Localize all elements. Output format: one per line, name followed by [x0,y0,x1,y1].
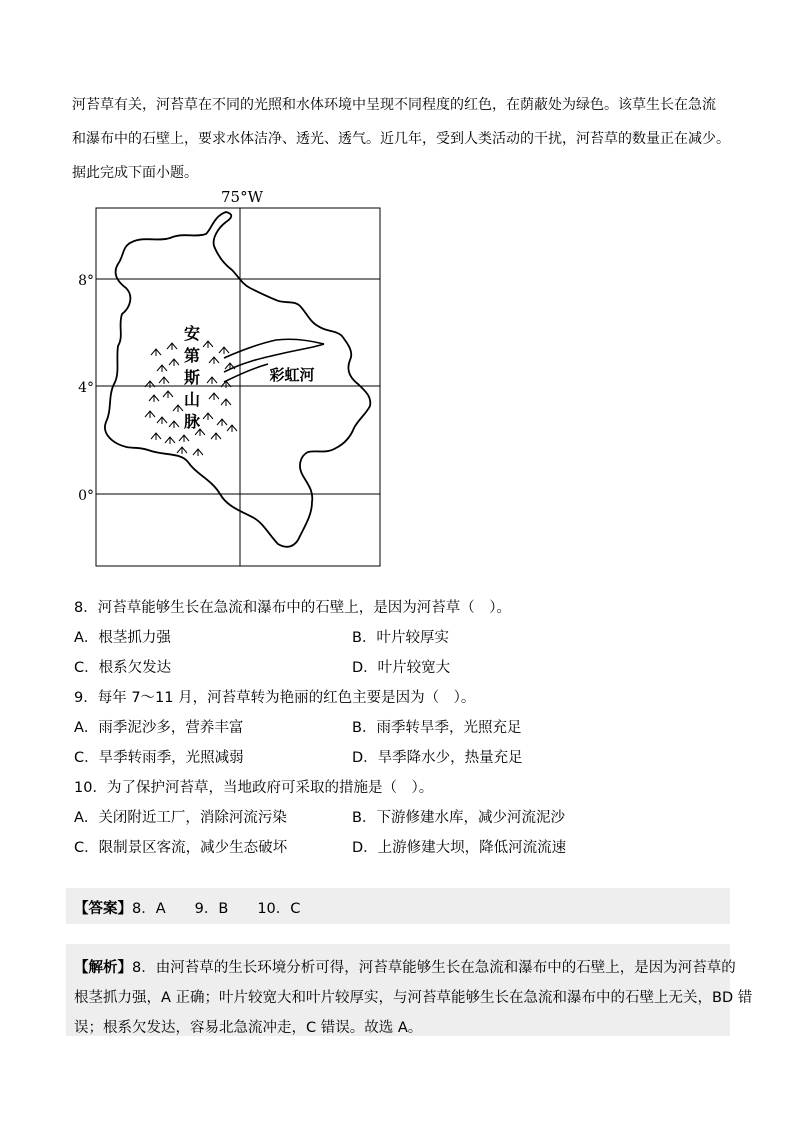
lat-label: 0° [78,488,94,504]
analysis-line [74,956,736,977]
mountain-symbol [151,433,161,440]
mountain-symbol [145,381,155,388]
question-10-stem: 10．为了保护河苔草，当地政府可采取的措施是（ ）。 [74,780,434,796]
q10-option-a: A．关闭附近工厂，消除河流污染 [74,810,287,826]
q8-option-a: A．根茎抓力强 [74,630,171,646]
analysis-label: 【解析】 [74,960,132,976]
mountain-symbol [209,357,219,364]
analysis-line: 根茎抓力强，A 正确；叶片较宽大和叶片较厚实，与河苔草能够生长在急流和瀑布中的石壁上无关，BD 错 [74,990,753,1006]
answer-label: 【答案】 [74,901,132,917]
mountain-symbol [225,363,235,370]
mountain-symbol [177,447,187,454]
q10-option-b: B．下游修建水库，减少河流泥沙 [352,810,565,826]
intro-line: 据此完成下面小题。 [72,165,198,181]
river-label: 彩虹河 [269,366,315,384]
mountain-symbol [157,417,167,424]
q8-option-b: B．叶片较厚实 [352,630,449,646]
mountain-symbol [209,393,219,400]
intro-line: 河苔草有关，河苔草在不同的光照和水体环境中呈现不同程度的红色，在荫蔽处为绿色。该草生长在急流 [72,97,716,113]
mountain-label-char: 脉 [183,412,201,431]
answer-line [74,897,300,918]
q8-option-c: C．根系欠发达 [74,660,172,676]
mountain-symbol [211,433,221,440]
mountain-symbol [169,359,179,366]
intro-line: 和瀑布中的石壁上，要求水体洁净、透光、透气。近几年，受到人类活动的干扰，河苔草的数量正在减少。 [72,131,730,147]
mountain-symbol [203,341,213,348]
q9-option-c: C．旱季转雨季，光照减弱 [74,750,244,766]
country-outline [105,212,370,547]
mountain-symbol [221,399,231,406]
mountain-label [184,324,201,431]
mountain-symbol [179,435,189,442]
colombia-map [74,184,394,574]
mountain-symbol [165,437,175,444]
mountain-symbol [203,413,213,420]
meridian-label: 75°W [220,188,264,206]
mountain-symbol [151,349,161,356]
mountain-symbol [149,395,159,402]
q9-option-a: A．雨季泥沙多，营养丰富 [74,720,244,736]
q8-option-d: D．叶片较宽大 [352,660,451,676]
mountain-label-char: 山 [183,390,201,409]
mountain-symbol [169,421,179,428]
q9-option-d: D．旱季降水少，热量充足 [352,750,523,766]
mountain-symbol [145,411,155,418]
q10-option-c: C．限制景区客流，减少生态破坏 [74,840,288,856]
mountain-label-char: 安 [183,324,201,343]
mountain-symbol [173,405,183,412]
q9-option-b: B．雨季转旱季，光照充足 [352,720,522,736]
answer-text: 8．A 9．B 10．C [132,901,301,917]
lat-label: 8° [78,273,94,289]
mountain-symbol [159,377,169,384]
analysis-line: 误；根系欠发达，容易北急流冲走，C 错误。故选 A。 [74,1020,423,1036]
mountain-symbol [227,425,237,432]
mountain-symbol [221,381,231,388]
lat-label: 4° [78,380,94,396]
mountain-symbol [217,419,227,426]
mountain-symbol [219,347,229,354]
mountain-symbol [163,391,173,398]
mountain-symbol [193,449,203,456]
analysis-text: 8．由河苔草的生长环境分析可得，河苔草能够生长在急流和瀑布中的石壁上，是因为河苔草的 [132,960,736,976]
question-8-stem: 8．河苔草能够生长在急流和瀑布中的石壁上，是因为河苔草（ ）。 [74,600,511,616]
q10-option-d: D．上游修建大坝，降低河流流速 [352,840,567,856]
mountain-symbol [157,365,167,372]
question-9-stem: 9．每年 7～11 月，河苔草转为艳丽的红色主要是因为（ ）。 [74,690,476,706]
map-frame [96,208,380,566]
mountain-symbol [207,377,217,384]
mountain-label-char: 第 [183,346,201,365]
mountain-symbol [167,343,177,350]
mountain-label-char: 斯 [183,368,201,387]
